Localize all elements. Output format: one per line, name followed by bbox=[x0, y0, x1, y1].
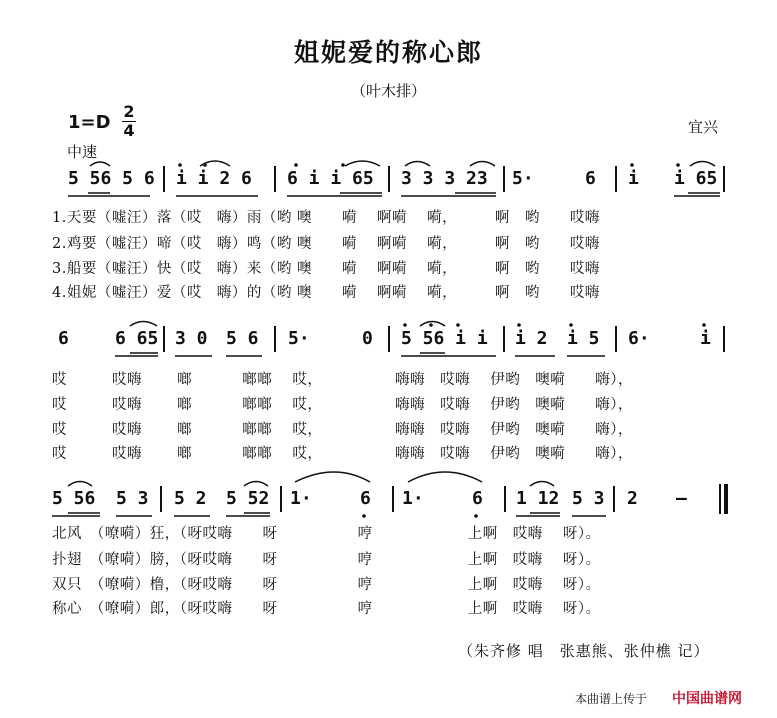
note-group: 6 bbox=[472, 488, 483, 509]
meter-bottom: 4 bbox=[123, 121, 135, 140]
note-group: 6 bbox=[585, 168, 596, 189]
lyric-line: 哎 哎嗨 啷 啷啷 哎， 嗨嗨 哎嗨 伊哟 噢嗬 嗨）， bbox=[52, 397, 634, 413]
source-text: 本曲谱上传于 bbox=[575, 692, 648, 706]
note-group: 5 3 bbox=[116, 488, 149, 509]
lyric-line: 4.姐妮（嘘汪）爱（哎 嗨）的（哟 噢 嗬 啊嗬 嗬， 啊 哟 哎嗨 bbox=[52, 285, 600, 301]
lyric-line: 哎 哎嗨 啷 啷啷 哎， 嗨嗨 哎嗨 伊哟 噢嗬 嗨）， bbox=[52, 422, 634, 438]
note-group: 1· bbox=[402, 488, 424, 509]
note-group: 1 12 bbox=[516, 488, 560, 509]
tempo-label: 中速 bbox=[67, 143, 98, 161]
note-group: 0 bbox=[362, 328, 373, 349]
note-group: 2 bbox=[627, 488, 638, 509]
note-group: i 5 bbox=[567, 328, 600, 349]
note-group: 3 0 bbox=[175, 328, 208, 349]
meter-top: 2 bbox=[123, 102, 135, 121]
note-group: 5· bbox=[288, 328, 310, 349]
note-group: 6 i i 65 bbox=[287, 168, 374, 189]
lyric-line: 北风 （嘹嗬）狂，（呀哎嗨 呀 哼 上啊 哎嗨 呀）。 bbox=[52, 526, 601, 542]
note-group: — bbox=[676, 488, 687, 509]
site-logo: 中国曲谱网 bbox=[672, 691, 742, 707]
lyric-line: 2.鸡要（嘘汪）啼（哎 嗨）鸣（哟 噢 嗬 啊嗬 嗬， 啊 哟 哎嗨 bbox=[52, 236, 600, 252]
note-group: i 2 bbox=[515, 328, 548, 349]
lyric-line: 双只 （嘹嗬）橹，（呀哎嗨 呀 哼 上啊 哎嗨 呀）。 bbox=[52, 577, 601, 593]
note-group: 5 6 bbox=[226, 328, 259, 349]
song-title: 姐妮爱的称心郎 bbox=[293, 38, 483, 67]
note-group: 5· bbox=[512, 168, 534, 189]
note-group: 6· bbox=[628, 328, 650, 349]
note-group: 5 56 i i bbox=[401, 328, 488, 349]
lyric-line: 扑翅 （嘹嗬）膀，（呀哎嗨 呀 哼 上啊 哎嗨 呀）。 bbox=[52, 552, 601, 568]
lyric-line: 3.船要（嘘汪）快（哎 嗨）来（哟 噢 嗬 啊嗬 嗬， 啊 哟 哎嗨 bbox=[52, 261, 600, 277]
note-group: i bbox=[700, 328, 711, 349]
key-signature: 1=D bbox=[68, 112, 111, 133]
note-group: 6 65 bbox=[115, 328, 159, 349]
region-label: 宜兴 bbox=[688, 118, 719, 136]
lyric-line: 称心 （嘹嗬）郎，（呀哎嗨 呀 哼 上啊 哎嗨 呀）。 bbox=[52, 601, 601, 617]
note-group: 5 2 bbox=[174, 488, 207, 509]
lyric-line: 哎 哎嗨 啷 啷啷 哎， 嗨嗨 哎嗨 伊哟 噢嗬 嗨）， bbox=[52, 372, 634, 388]
note-group: i bbox=[628, 168, 639, 189]
lyric-line: 哎 哎嗨 啷 啷啷 哎， 嗨嗨 哎嗨 伊哟 噢嗬 嗨）， bbox=[52, 446, 634, 462]
note-group: 5 56 bbox=[52, 488, 96, 509]
note-group: 6 bbox=[360, 488, 371, 509]
song-subtitle: （叶木排） bbox=[350, 82, 426, 100]
note-group: 5 52 bbox=[226, 488, 270, 509]
note-group: i 65 bbox=[674, 168, 718, 189]
note-group: 5 3 bbox=[572, 488, 605, 509]
note-group: i i 2 6 bbox=[176, 168, 252, 189]
note-group: 5 56 5 6 bbox=[68, 168, 155, 189]
credit-line: （朱齐修 唱 张惠熊、张仲樵 记） bbox=[458, 642, 710, 660]
note-group: 6 bbox=[58, 328, 69, 349]
lyric-line: 1.天要（嘘汪）落（哎 嗨）雨（哟 噢 嗬 啊嗬 嗬， 啊 哟 哎嗨 bbox=[52, 210, 600, 226]
note-group: 3 3 3 23 bbox=[401, 168, 488, 189]
note-group: 1· bbox=[290, 488, 312, 509]
